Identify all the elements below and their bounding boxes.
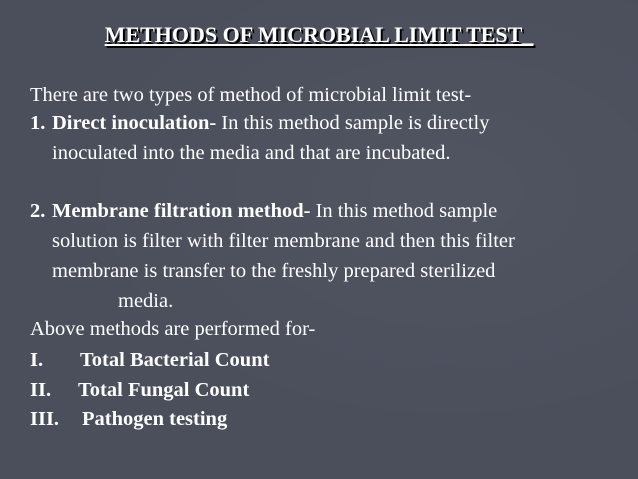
test-item-pathogen	[30, 406, 227, 432]
method-2-text-1: In this method sample	[310, 200, 498, 222]
method-2-number: 2.	[30, 200, 46, 222]
performed-for-line: Above methods are performed for-	[30, 318, 316, 340]
intro-line: There are two types of method of microbial limit test-	[30, 84, 472, 106]
slide-title: METHODS OF MICROBIAL LIMIT TEST_	[104, 22, 534, 47]
method-2-line-3: membrane is transfer to the freshly prepared sterilized	[52, 260, 496, 282]
test-item-fungal	[30, 377, 249, 403]
test-numeral: I.	[30, 349, 44, 371]
method-2-line-2: solution is filter with filter membrane and then this filter	[52, 230, 515, 252]
method-1-line-2: inoculated into the media and that are incubated.	[52, 142, 451, 164]
test-numeral: II.	[30, 379, 52, 401]
method-1-number: 1.	[30, 112, 46, 134]
method-2-name: Membrane filtration method-	[52, 200, 311, 222]
method-1-name: Direct inoculation-	[52, 112, 217, 134]
method-2-line-1	[30, 198, 497, 224]
method-1-text-1: In this method sample is directly	[216, 112, 490, 134]
method-1-line-1	[30, 110, 489, 136]
test-numeral: III.	[30, 408, 60, 430]
test-label: Pathogen testing	[82, 408, 228, 430]
method-2-line-4: media.	[118, 290, 174, 312]
test-label: Total Bacterial Count	[80, 349, 270, 371]
test-item-bacterial	[30, 347, 269, 373]
test-label: Total Fungal Count	[78, 379, 250, 401]
